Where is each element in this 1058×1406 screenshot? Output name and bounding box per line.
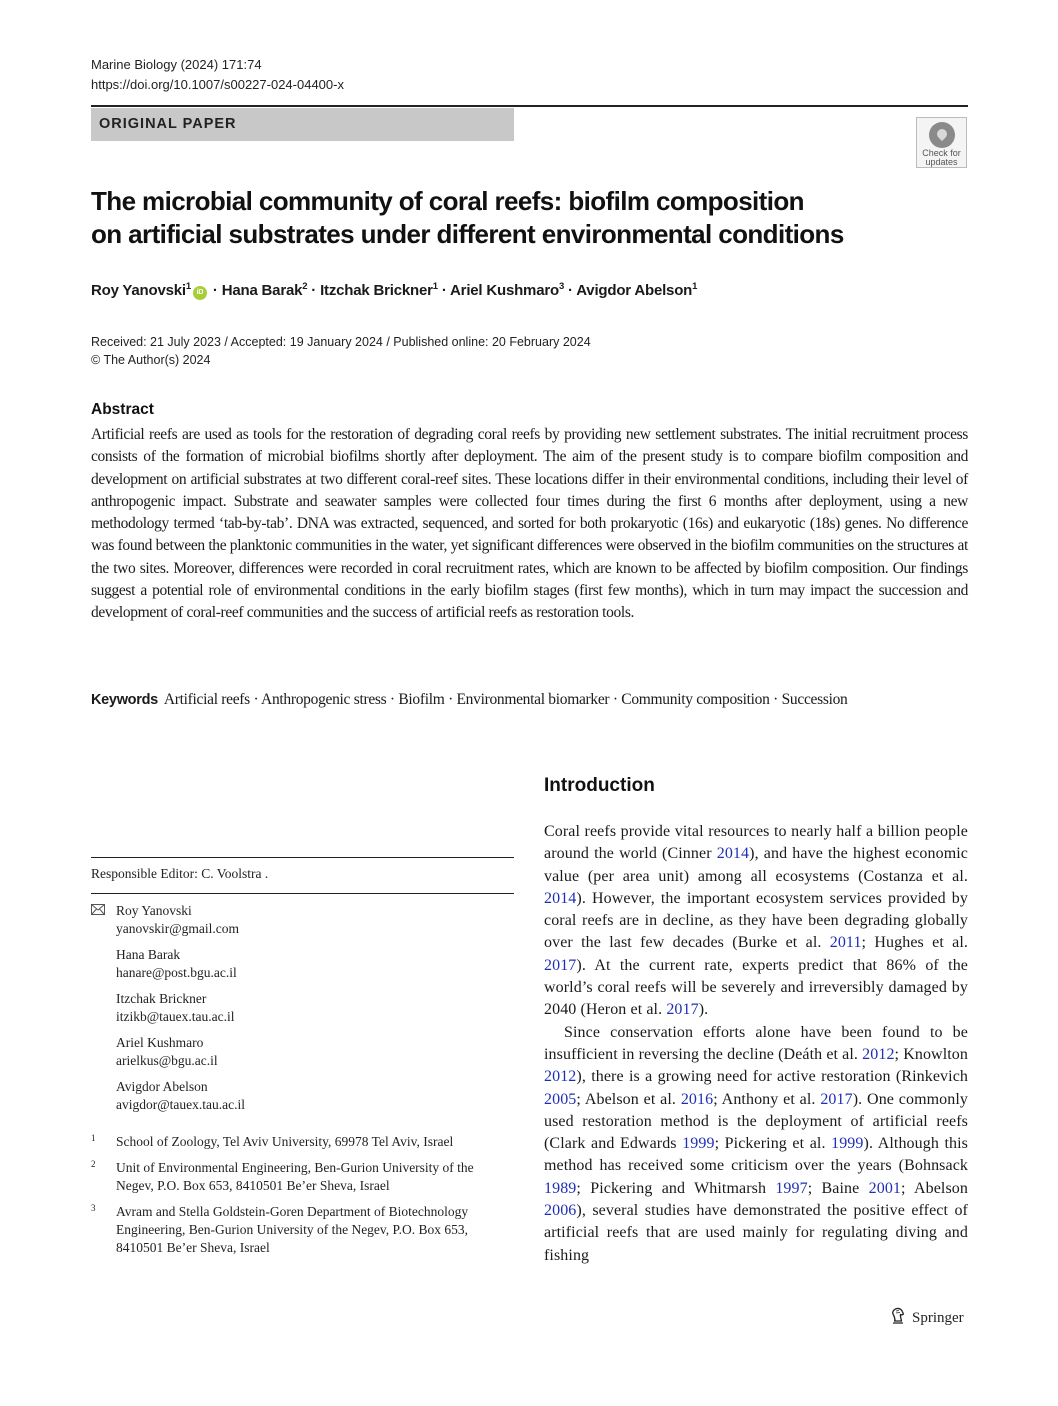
contact-email[interactable]: itzikb@tauex.tau.ac.il bbox=[116, 1009, 235, 1024]
contact-entry bbox=[116, 990, 514, 1026]
check-updates-label-2: updates bbox=[925, 157, 958, 167]
contact-email[interactable]: hanare@post.bgu.ac.il bbox=[116, 965, 237, 980]
intro-text: ). bbox=[698, 1001, 709, 1019]
affiliations bbox=[91, 1133, 514, 1265]
keywords-label: Keywords bbox=[91, 692, 158, 708]
contact-email[interactable]: arielkus@bgu.ac.il bbox=[116, 1053, 218, 1068]
contact-name: Hana Barak bbox=[116, 947, 181, 962]
citation-link[interactable]: 2014 bbox=[716, 845, 750, 863]
author-separator: · bbox=[564, 282, 577, 299]
journal-meta bbox=[91, 55, 344, 95]
author-affil-sup: 1 bbox=[185, 281, 191, 292]
publication-dates bbox=[91, 333, 591, 369]
contact-email[interactable]: yanovskir@gmail.com bbox=[116, 921, 240, 936]
intro-text: ). However, the important ecosystem services provided by coral reefs are in decline, as they have been degrading globally over the last few decades (Burke et al. bbox=[544, 889, 968, 952]
affiliation-text: School of Zoology, Tel Aviv University, 69978 Tel Aviv, Israel bbox=[116, 1134, 454, 1149]
contact-entry bbox=[116, 902, 514, 938]
author-name[interactable]: Ariel Kushmaro bbox=[450, 282, 559, 299]
keywords-text: Artificial reefs · Anthropogenic stress · Biofilm · Environmental biomarker · Community composition · Succession bbox=[163, 691, 848, 708]
orcid-icon[interactable]: iD bbox=[193, 286, 207, 300]
citation-link[interactable]: 2017 bbox=[820, 1090, 853, 1108]
footnote-rule-bottom bbox=[91, 893, 514, 894]
copyright: © The Author(s) 2024 bbox=[91, 353, 211, 367]
intro-text: ), several studies have demonstrated the positive effect of artificial reefs that are used mainly for regulating diving and fishing bbox=[544, 1202, 968, 1264]
author-list bbox=[91, 281, 697, 300]
doi-link[interactable]: https://doi.org/10.1007/s00227-024-04400-x bbox=[91, 77, 344, 92]
date-history: Received: 21 July 2023 / Accepted: 19 January 2024 / Published online: 20 February 2024 bbox=[91, 335, 591, 349]
intro-text: ; Anthony et al. bbox=[713, 1090, 821, 1108]
intro-text: ; Pickering et al. bbox=[714, 1135, 832, 1153]
author-separator: · bbox=[437, 282, 451, 299]
affiliation-number: 2 bbox=[91, 1159, 96, 1169]
citation-link[interactable]: 1999 bbox=[831, 1135, 864, 1153]
author-affil-sup: 2 bbox=[302, 281, 308, 292]
contact-email[interactable]: avigdor@tauex.tau.ac.il bbox=[116, 1097, 246, 1112]
intro-text: ; Abelson et al. bbox=[576, 1090, 681, 1108]
title-line-1: The microbial community of coral reefs: biofilm composition bbox=[91, 186, 804, 216]
footnote-rule-top bbox=[91, 857, 514, 858]
springer-horse-icon bbox=[890, 1307, 906, 1325]
author-name[interactable]: Itzchak Brickner bbox=[320, 282, 433, 299]
abstract-heading: Abstract bbox=[91, 401, 154, 418]
citation-link[interactable]: 2011 bbox=[829, 934, 862, 952]
affiliation-entry bbox=[91, 1203, 514, 1257]
paper-type-label: ORIGINAL PAPER bbox=[99, 116, 237, 132]
author-name[interactable]: Roy Yanovski bbox=[91, 282, 186, 299]
author-affil-sup: 1 bbox=[692, 281, 698, 292]
paper-title bbox=[91, 185, 844, 251]
check-for-updates-button[interactable] bbox=[916, 117, 967, 168]
intro-text: ). At the current rate, experts predict that 86% of the world’s coral reefs will be severely and irreversibly damaged by 2040 (Heron et al. bbox=[544, 956, 968, 1019]
intro-paragraph bbox=[544, 1022, 968, 1267]
citation-link[interactable]: 2006 bbox=[544, 1202, 577, 1220]
intro-text: ; Pickering and Whitmarsh bbox=[576, 1179, 776, 1197]
citation-link[interactable]: 1997 bbox=[775, 1179, 808, 1197]
affiliation-text: Unit of Environmental Engineering, Ben-Gurion University of the Negev, P.O. Box 653, 8410501 Be’er Sheva, Israel bbox=[116, 1160, 474, 1193]
envelope-icon bbox=[91, 904, 105, 915]
contact-name: Ariel Kushmaro bbox=[116, 1035, 204, 1050]
intro-text: ). One commonly used restoration method is the deployment of artificial reefs (Clark and Edwards bbox=[544, 1090, 969, 1153]
intro-text: ; Knowlton bbox=[894, 1045, 968, 1063]
contact-entry bbox=[116, 1034, 514, 1070]
check-updates-icon bbox=[929, 122, 955, 148]
intro-text: Since conservation efforts alone have been found to be insufficient in reversing the decline (Deáth et al. bbox=[544, 1023, 968, 1063]
intro-text: ), and have the highest economic value (per area unit) among all ecosystems (Costanza et al. bbox=[544, 845, 968, 885]
contact-name: Avigdor Abelson bbox=[116, 1079, 208, 1094]
responsible-editor: Responsible Editor: C. Voolstra . bbox=[91, 866, 269, 881]
contact-entry bbox=[116, 946, 514, 982]
intro-text: ), there is a growing need for active restoration (Rinkevich bbox=[576, 1068, 968, 1086]
citation-link[interactable]: 2012 bbox=[862, 1045, 895, 1063]
citation-link[interactable]: 2016 bbox=[680, 1090, 714, 1108]
citation-link[interactable]: 1999 bbox=[682, 1135, 715, 1153]
publisher-logo bbox=[890, 1307, 964, 1327]
contact-name: Itzchak Brickner bbox=[116, 991, 207, 1006]
corresponding-contacts bbox=[91, 902, 514, 1122]
affiliation-number: 3 bbox=[91, 1203, 96, 1213]
introduction-heading: Introduction bbox=[544, 775, 655, 796]
intro-text: ). Although this method has received some criticism over the years (Bohnsack bbox=[544, 1135, 968, 1175]
publisher-name: Springer bbox=[912, 1310, 964, 1326]
intro-paragraph bbox=[544, 821, 968, 1022]
keywords bbox=[91, 689, 968, 712]
citation-link[interactable]: 2017 bbox=[544, 956, 577, 974]
author-affil-sup: 1 bbox=[432, 281, 438, 292]
author-separator: · bbox=[307, 282, 321, 299]
author-separator: · bbox=[208, 282, 222, 299]
check-updates-label-1: Check for bbox=[922, 148, 961, 158]
intro-text: ; Baine bbox=[807, 1179, 869, 1197]
author-name[interactable]: Avigdor Abelson bbox=[576, 282, 693, 299]
citation-link[interactable]: 2012 bbox=[544, 1068, 577, 1086]
author-affil-sup: 3 bbox=[558, 281, 565, 292]
author-name[interactable]: Hana Barak bbox=[221, 282, 303, 299]
affiliation-entry bbox=[91, 1133, 514, 1151]
affiliation-entry bbox=[91, 1159, 514, 1195]
abstract-text: Artificial reefs are used as tools for the restoration of degrading coral reefs by providing new settlement substrates. The initial recruitment process consists of the formation of microbial biofilms shortly after deployment. The aim of the present study is to compare biofilm composition and development on artificial substrates at two different coral-reef sites. These locations differ in their environmental conditions, including their level of anthropogenic impact. Substrate and seawater samples were collected four times during the first 6 months after deployment, using a new methodology termed ‘tab-by-tab’. DNA was extracted, sequenced, and sorted for both prokaryotic (16s) and eukaryotic (18s) genes. No difference was found between the planktonic communities in the water, yet significant differences were observed in the biofilm communities on the structures at the two sites. Moreover, differences were recorded in coral recruitment rates, which are known to be affected by biofilm composition. Our findings suggest a potential role of environmental conditions in the early biofilm stages (first few months), which in turn may impact the succession and development of coral-reef communities and the success of artificial reefs as restoration tools. bbox=[91, 426, 968, 622]
intro-text: Coral reefs provide vital resources to nearly half a billion people around the world (Cinner bbox=[544, 823, 968, 863]
journal-citation: Marine Biology (2024) 171:74 bbox=[91, 57, 262, 72]
citation-link[interactable]: 1989 bbox=[544, 1179, 577, 1197]
affiliation-text: Avram and Stella Goldstein-Goren Department of Biotechnology Engineering, Ben-Gurion University of the Negev, P.O. Box 653, 8410501 Be’er Sheva, Israel bbox=[116, 1204, 469, 1255]
introduction-body bbox=[544, 821, 968, 1267]
affiliation-number: 1 bbox=[91, 1133, 96, 1143]
intro-text: ; Hughes et al. bbox=[861, 934, 968, 952]
title-line-2: on artificial substrates under different environmental conditions bbox=[91, 219, 844, 249]
citation-link[interactable]: 2001 bbox=[868, 1179, 902, 1197]
intro-text: ; Abelson bbox=[901, 1179, 968, 1197]
citation-link[interactable]: 2014 bbox=[544, 889, 577, 907]
citation-link[interactable]: 2017 bbox=[666, 1001, 699, 1019]
contact-entry bbox=[116, 1078, 514, 1114]
contact-name: Roy Yanovski bbox=[116, 903, 192, 918]
header-rule bbox=[91, 105, 968, 107]
citation-link[interactable]: 2005 bbox=[544, 1090, 577, 1108]
